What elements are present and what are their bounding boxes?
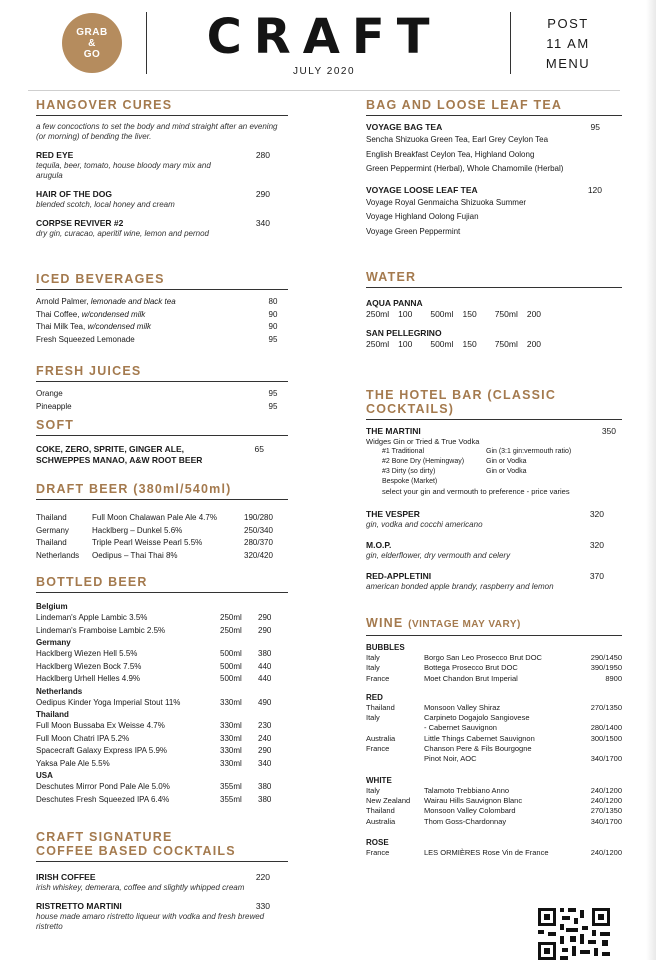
item-name: COKE, ZERO, SPRITE, GINGER ALE, [36,444,184,454]
wine-country: Thailand [366,702,395,712]
wine-country [366,723,424,733]
item-price: 95 [268,389,278,398]
wine-price [564,713,622,723]
item-name: THE VESPER [366,509,420,519]
wine-name: Borgo San Leo Prosecco Brut DOC [424,653,542,662]
classic-cocktails-section [366,388,622,598]
wine-name: Monsoon Valley Shiraz [424,702,501,712]
menu-item [36,901,288,932]
wine-row [366,734,622,744]
wine-country: France [366,673,390,683]
section-title: BAG AND LOOSE LEAF TEA [366,98,622,116]
post-line: 11 AM [546,36,590,51]
row-price: 380 [258,782,272,791]
section-title: ICED BEVERAGES [36,272,288,290]
row-size: 500ml [220,649,242,658]
table-row [36,733,288,746]
list-item [36,296,288,309]
row-size: 330ml [220,721,242,730]
item-price: 290 [255,189,270,199]
item-price: 280 [255,150,270,160]
item-price: 340 [255,218,270,228]
wine-price: 340/1700 [590,816,622,826]
item-name: SAN PELLEGRINO [366,328,442,338]
wine-price: 240/1200 [590,785,622,795]
item-name: M.O.P. [366,540,392,550]
size-price-list [366,309,622,320]
badge-line: GO [83,48,101,60]
country-heading: Thailand [36,710,69,719]
hangover-section [36,98,288,245]
bottled-beer-section [36,575,288,806]
table-row [36,745,288,758]
table-row [36,720,288,733]
item-line: English Breakfast Ceylon Tea, Highland Oolong [366,149,535,159]
wine-price: 340/1700 [590,754,622,764]
wine-row [366,744,622,754]
item-name: Thai Milk Tea, [36,322,88,331]
craft-logo [174,8,474,62]
martini-style: Bespoke (Market) [382,478,438,485]
menu-item [366,426,622,497]
wine-row [366,653,622,663]
martini-style-row [366,457,622,467]
wine-country: Italy [366,653,380,662]
section-intro: a few concoctions to set the body and mind straight after an evening (or morning) of bending the liver. [36,122,278,141]
row-name: Oedipus Kinder Yoga Imperial Stout 11% [36,697,181,707]
wine-name: Carpineto Dogajolo Sangiovese [424,713,530,723]
item-name: AQUA PANNA [366,298,423,308]
section-title: HANGOVER CURES [36,98,288,116]
row-name: Hacklberg – Dunkel 5.6% [92,525,183,535]
row-size: 500ml [220,674,242,683]
row-size: 330ml [220,758,242,768]
menu-item [36,189,288,210]
craft-logo-text: CRAFT [206,9,442,62]
wine-name: - Cabernet Sauvignon [424,723,497,733]
row-name: Lindeman's Framboise Lambic 2.5% [36,625,166,635]
wine-category: BUBBLES [366,643,405,652]
item-name: IRISH COFFEE [36,872,96,882]
header-rule [28,90,620,91]
martini-style: #3 Dirty (so dirty) [382,468,436,475]
wine-name: Wairau Hills Sauvignon Blanc [424,795,523,805]
wine-category: RED [366,692,383,702]
wine-country: Italy [366,785,380,795]
wine-name: Thom Goss-Chardonnay [424,816,507,826]
wine-name: Talamoto Trebbiano Anno [424,785,510,795]
water-section [366,270,622,356]
page-edge-shadow [646,0,656,960]
wine-name: Monsoon Valley Colombard [424,806,516,816]
table-row [36,525,288,538]
item-line: Green Peppermint (Herbal), Whole Chamomile (Herbal) [366,164,564,173]
martini-style-row [366,447,622,457]
row-name: Lindeman's Apple Lambic 3.5% [36,613,148,622]
wine-price: 270/1350 [590,702,622,712]
header-divider-right [510,12,511,74]
row-size: 330ml [220,746,242,755]
table-row [36,612,288,625]
wine-price: 300/1500 [590,733,622,743]
qr-code-icon[interactable] [536,906,612,960]
item-note: w/condensed milk [87,322,152,331]
row-country: Netherlands [36,550,80,560]
country-heading: Netherlands [36,686,83,696]
row-size: 250ml [220,613,242,622]
row-price: 440 [258,674,272,683]
menu-edition: JULY 2020 [292,66,356,77]
size-price: 100 [398,309,413,319]
wine-price: 270/1350 [590,806,622,816]
wine-row [366,663,622,673]
menu-item [36,872,288,893]
draft-beer-section [36,482,288,562]
section-title: BOTTLED BEER [36,575,288,593]
list-item [36,401,288,414]
item-line: Sencha Shizuoka Green Tea, Earl Grey Ceylon Tea [366,135,549,144]
item-line: Voyage Green Peppermint [366,226,461,236]
size: 500ml [430,309,454,319]
size: 500ml [430,339,454,349]
menu-item [36,218,288,239]
item-name: Arnold Palmer, [36,297,91,306]
size: 250ml [366,339,390,349]
size-price: 100 [398,339,413,349]
item-price: 95 [268,401,278,411]
item-note: w/condensed milk [81,309,146,319]
wine-price: 240/1200 [590,795,622,805]
item-description: dry gin, curacao, aperitif wine, lemon and pernod [36,229,209,238]
wine-row [366,848,622,858]
wine-price: 290/1450 [590,653,622,662]
row-price: 290 [258,625,272,635]
row-price: 380 [258,794,272,804]
post-line: POST [547,16,589,31]
row-price: 440 [258,661,272,671]
table-row [36,673,288,686]
martini-style: #2 Bone Dry (Hemingway) [382,458,465,465]
row-name: Deschutes Mirror Pond Pale Ale 5.0% [36,782,170,791]
list-item [36,309,288,322]
iced-beverages-section [36,272,288,346]
row-size: 355ml [220,794,242,804]
row-price: 320/420 [244,550,273,560]
wine-price [564,744,622,754]
wine-row [366,723,622,733]
wine-country: Australia [366,816,396,826]
item-name: HAIR OF THE DOG [36,189,113,199]
item-price: 95 [590,122,600,132]
item-description: irish whiskey, demerara, coffee and slightly whipped cream [36,883,245,892]
wine-row [366,754,622,764]
item-name: THE MARTINI [366,426,421,436]
row-price: 340 [258,758,272,768]
row-name: Hacklberg Urhell Helles 4.9% [36,674,141,683]
item-price: 350 [601,426,616,436]
size: 250ml [366,309,390,319]
list-item [36,321,288,334]
martini-style-row [366,477,622,487]
wine-row [366,703,622,713]
row-name: Hacklberg Wiezen Hell 5.5% [36,649,138,658]
section-title [366,616,622,636]
table-row [36,648,288,661]
section-title: CRAFT SIGNATURE [36,830,173,844]
row-price: 240 [258,733,272,743]
item-price: 80 [268,297,278,306]
item-price: 320 [589,540,604,550]
wine-price: 390/1950 [590,663,622,673]
wine-country: Italy [366,713,380,723]
section-title: WATER [366,270,622,288]
row-name: Spacecraft Galaxy Express IPA 5.9% [36,746,168,755]
item-description: gin, elderflower, dry vermouth and celery [366,551,511,560]
wine-section [366,616,622,858]
post-line: MENU [545,56,591,71]
row-country: Germany [36,525,69,535]
wine-country: Thailand [366,806,395,816]
wine-country: France [366,847,390,857]
wine-row [366,796,622,806]
row-name: Hacklberg Wiezen Bock 7.5% [36,661,142,671]
menu-item [366,185,622,240]
wine-name: Moet Chandon Brut Imperial [424,673,518,683]
list-item [36,388,288,401]
item-name: Thai Coffee, [36,309,82,319]
wine-name: Chanson Pere & Fils Bourgogne [424,744,532,754]
wine-name: Pinot Noir, AOC [424,754,477,764]
item-description: american bonded apple brandy, raspberry and lemon [366,582,554,591]
item-description: gin, vodka and cocchi americano [366,520,483,529]
item-price: 90 [268,309,278,319]
size-price: 150 [462,309,477,319]
menu-item [366,298,622,320]
fresh-juices-section [36,364,288,413]
table-row [36,537,288,550]
country-heading: Germany [36,638,71,647]
martini-spirit: Gin (3:1 gin:vermouth ratio) [486,448,572,455]
item-price: 220 [255,872,270,882]
item-price: 95 [268,334,278,344]
item-name: VOYAGE LOOSE LEAF TEA [366,184,478,195]
table-row [36,550,288,563]
wine-row [366,806,622,816]
table-row [36,758,288,771]
wine-country: New Zealand [366,795,411,805]
badge-line: & [88,37,96,49]
wine-price: 8900 [605,673,622,683]
item-price: 120 [587,184,602,195]
wine-name: Little Things Cabernet Sauvignon [424,733,535,743]
size-price-list [366,339,622,350]
item-name: RED-APPLETINI [366,571,432,581]
table-row [36,512,288,525]
item-name: CORPSE REVIVER #2 [36,218,124,228]
item-name: Orange [36,389,63,398]
wine-country [366,754,424,764]
badge-line: GRAB [76,26,108,38]
item-name: Pineapple [36,401,72,411]
table-row [36,794,288,807]
wine-row [366,786,622,796]
row-country: Thailand [36,513,67,522]
row-price: 230 [258,721,272,730]
section-title: SOFT [36,418,288,436]
menu-item [366,328,622,350]
menu-item [366,571,622,592]
wine-row [366,713,622,723]
item-price: 90 [268,322,278,331]
item-name: VOYAGE BAG TEA [366,122,443,132]
menu-item [36,444,288,466]
martini-style-row [366,467,622,477]
wine-name: LES ORMIÈRES Rose Vin de France [424,847,549,857]
section-title: DRAFT BEER (380ml/540ml) [36,482,288,500]
item-description: tequila, beer, tomato, house bloody mary mix and arugula [36,161,211,180]
size-price: 200 [526,339,542,349]
size: 750ml [494,339,518,349]
item-line: Voyage Highland Oolong Fujian [366,212,479,221]
row-name: Deschutes Fresh Squeezed IPA 6.4% [36,794,170,804]
item-name: RISTRETTO MARTINI [36,901,122,911]
item-note: lemonade and black tea [90,297,176,306]
martini-spirit: Gin or Vodka [486,458,527,465]
row-price: 490 [258,697,272,707]
country-heading: USA [36,771,53,780]
item-price: 320 [589,509,604,519]
size-price: 200 [526,309,542,319]
size-price: 150 [462,339,477,349]
menu-item [366,122,622,177]
item-price: 330 [255,901,270,911]
row-name: Yaksa Pale Ale 5.5% [36,758,110,768]
soft-drinks-section [36,418,288,472]
wine-category: WHITE [366,775,392,785]
section-title: COFFEE BASED COCKTAILS [36,844,288,862]
menu-item [366,540,622,561]
row-size: 330ml [220,697,242,707]
table-row [36,661,288,674]
wine-price: 240/1200 [590,847,622,857]
item-name: SCHWEPPES MANAO, A&W ROOT BEER [36,455,203,465]
row-price: 290 [258,746,272,755]
wine-country: Australia [366,733,396,743]
list-item [36,334,288,347]
row-price: 380 [258,649,272,658]
row-size: 330ml [220,733,242,743]
row-name: Full Moon Chatri IPA 5.2% [36,733,130,743]
wine-row [366,674,622,684]
tea-section [366,98,622,245]
row-name: Full Moon Bussaba Ex Weisse 4.7% [36,721,165,730]
row-price: 280/370 [244,538,273,547]
header-divider-left [146,12,147,74]
row-size: 250ml [220,625,242,635]
item-description: blended scotch, local honey and cream [36,200,175,209]
row-size: 500ml [220,661,242,671]
item-name: Fresh Squeezed Lemonade [36,334,135,344]
wine-category: ROSE [366,837,389,847]
wine-subtitle: (VINTAGE MAY VARY) [408,619,521,630]
size: 750ml [494,309,518,319]
row-name: Full Moon Chalawan Pale Ale 4.7% [92,513,217,522]
wine-name: Bottega Prosecco Brut DOC [424,663,518,673]
menu-item [36,150,288,181]
item-line: Voyage Royal Genmaicha Shizuoka Summer [366,197,527,207]
row-size: 355ml [220,782,242,791]
row-price: 190/280 [244,513,273,522]
wine-row [366,817,622,827]
coffee-cocktails-section [36,830,288,938]
martini-spirit: Gin or Vodka [486,468,527,475]
menu-item [366,509,622,530]
martini-note: select your gin and vermouth to preference - price varies [382,487,570,496]
country-heading: Belgium [36,602,68,611]
row-price: 290 [258,613,272,622]
wine-country: France [366,744,390,754]
wine-price: 280/1400 [590,723,622,733]
post-11am-label [520,14,616,74]
row-price: 250/340 [244,525,273,535]
table-row [36,625,288,638]
item-price: 370 [589,571,604,581]
wine-title: WINE [366,616,404,630]
row-country: Thailand [36,538,67,547]
item-price: 65 [254,444,264,454]
martini-base: Widges Gin or Tried & True Vodka [366,437,480,446]
row-name: Oedipus – Thai Thai 8% [92,550,178,560]
table-row [36,781,288,794]
table-row [36,697,288,710]
wine-country: Italy [366,663,380,673]
grab-and-go-badge [62,13,122,73]
row-name: Triple Pearl Weisse Pearl 5.5% [92,538,203,547]
martini-style: #1 Traditional [382,448,425,455]
section-title: THE HOTEL BAR (CLASSIC COCKTAILS) [366,388,622,420]
item-description: house made amaro ristretto liqueur with vodka and fresh brewed ristretto [36,912,265,931]
item-name: RED EYE [36,150,74,160]
section-title: FRESH JUICES [36,364,288,382]
